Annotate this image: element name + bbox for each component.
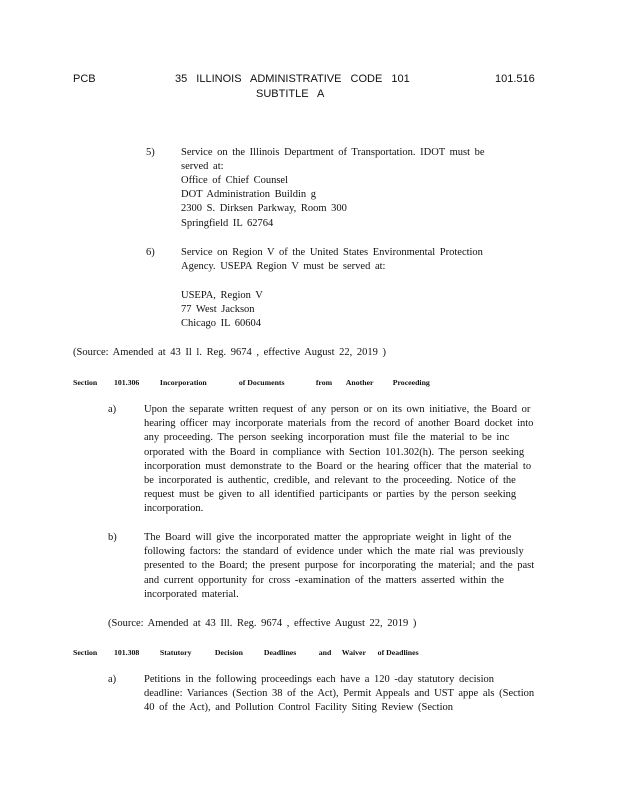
address-line: 2300 S. Dirksen Parkway, Room 300 — [181, 203, 347, 215]
section-title-word: Statutory — [159, 648, 192, 657]
header-title: 35 ILLINOIS ADMINISTRATIVE CODE 101 — [175, 73, 410, 85]
address-line: DOT Administration Buildin g — [181, 189, 317, 201]
section-heading — [73, 378, 430, 387]
header-subtitle: SUBTITLE A — [256, 88, 325, 100]
address-line: Chicago IL 60604 — [181, 318, 262, 330]
paragraph-text: The Board will give the incorporated matter the appropriate weight in light of the following factors: the standard of evidence under which the mate rial was previously presented to the Board; the present purpose for incorporating the material; and the past and current opportunity for cross -examination of the matters asserted within the incorporated material. — [144, 532, 535, 600]
section-title-word: Incorporation — [159, 378, 207, 387]
section-title-word: from — [315, 378, 333, 387]
paragraph-number: a) — [108, 674, 117, 685]
address-line: Office of Chief Counsel — [181, 175, 288, 186]
header-section-number: 101.516 — [495, 73, 535, 85]
section-number: 101.308 — [113, 648, 140, 657]
section-label: Section — [73, 378, 98, 387]
address-block — [181, 174, 347, 231]
item-text: Service on the Illinois Department of Transportation. IDOT must be served at: — [181, 147, 485, 173]
section-title-word: of Documents — [238, 378, 285, 387]
source-note: (Source: Amended at 43 Ill. Reg. 9674 , effective August 22, 2019 ) — [108, 618, 417, 629]
address-block — [181, 289, 263, 332]
item-number: 6) — [146, 247, 155, 258]
paragraph-number: b) — [108, 532, 117, 543]
section-title-word: Proceeding — [392, 378, 430, 387]
section-number: 101.306 — [113, 378, 140, 387]
section-title-word: Deadlines — [263, 648, 297, 657]
address-line: 77 West Jackson — [181, 304, 255, 316]
section-label: Section — [73, 648, 98, 657]
address-line: Springfield IL 62764 — [181, 217, 274, 229]
paragraph-text: Upon the separate written request of any person or on its own initiative, the Board or hearing officer may incorporate materials from the record of another Board docket into any proceeding. The person seeking incorporation must file the material to be inc orporated with the Board in compliance with Section 101.302(h). The person seeking incorporation must demonstrate to the Board or the hearing officer that the material to be incorporated is authentic, credible, and relevant to the proceeding. Notice of the request must be given to all identified participants or parties by the person seeking incorporation. — [144, 404, 534, 515]
paragraph-text: Petitions in the following proceedings each have a 120 -day statutory decision deadline: Variances (Section 38 of the Act), Permit Appeals and UST appe als (Section 40 of the Act), and Pollution Control Facility Siting Review (Section — [144, 674, 535, 714]
paragraph-number: a) — [108, 404, 117, 415]
section-title-word: Waiver — [341, 648, 366, 657]
header-left: PCB — [73, 73, 96, 85]
section-heading — [73, 648, 419, 657]
section-title-word: and — [318, 648, 332, 657]
item-number: 5) — [146, 147, 155, 158]
section-title-word: Decision — [214, 648, 244, 657]
source-note: (Source: Amended at 43 Il l. Reg. 9674 , effective August 22, 2019 ) — [73, 347, 387, 358]
section-title-word: of Deadlines — [377, 648, 419, 657]
section-title-word: Another — [345, 378, 374, 387]
item-text: Service on Region V of the United States Environmental Protection Agency. USEPA Region V must be served at: — [181, 247, 483, 273]
address-line: USEPA, Region V — [181, 290, 263, 301]
